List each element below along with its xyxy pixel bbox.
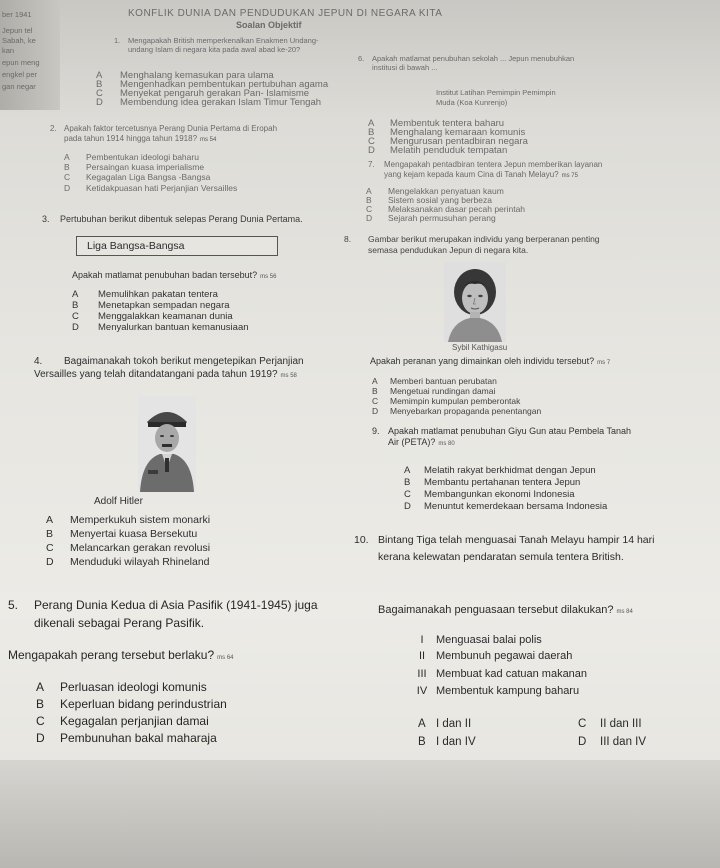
option-b[interactable]: B <box>36 697 45 711</box>
option-text: Mengetuai rundingan damai <box>390 386 496 396</box>
option-text: Sistem sosial yang berbeza <box>388 195 492 205</box>
question-7 <box>368 160 714 181</box>
option-c[interactable]: C <box>372 396 379 406</box>
photo-caption: Adolf Hitler <box>94 496 143 507</box>
option-a[interactable]: A <box>366 186 372 196</box>
option-b[interactable]: B <box>372 386 378 396</box>
option-text: Melatih penduduk tempatan <box>390 145 508 156</box>
question-number: 8. <box>344 234 352 244</box>
question-9 <box>372 426 717 449</box>
option-d[interactable]: D <box>366 213 373 223</box>
question-number: 5. <box>8 598 19 612</box>
question-number: 7. <box>368 160 375 169</box>
option-a[interactable]: A <box>404 465 411 476</box>
statement-1: I Menguasai balai polis <box>420 634 542 646</box>
question-text: Bagaimanakah tokoh berikut mengetepikan Perjanjian <box>64 356 304 367</box>
option-d[interactable]: D <box>36 731 45 745</box>
margin-scrap: kan <box>2 46 15 55</box>
option-text: Menggalakkan keamanan dunia <box>98 311 233 322</box>
option-text: Membantu pertahanan tentera Jepun <box>424 477 581 488</box>
question-number: 2. <box>50 124 57 133</box>
option-a[interactable]: A <box>418 718 426 730</box>
question-text: yang kejam kepada kaum Cina di Tanah Melayu? <box>384 170 559 179</box>
portrait-photo <box>138 396 196 492</box>
option-text: Memimpin kumpulan pemberontak <box>390 396 521 406</box>
question-number: 10. <box>354 534 369 546</box>
option-text: Perluasan ideologi komunis <box>60 680 207 694</box>
question-text: Apakah matlamat penubuhan Giyu Gun atau Pembela Tanah <box>388 426 631 436</box>
option-c[interactable]: C <box>72 311 79 322</box>
option-a[interactable]: A <box>46 514 54 526</box>
question-text: kerana kelewatan pendaratan semula tentera British. <box>378 551 624 564</box>
organisation-name: Liga Bangsa-Bangsa <box>87 240 185 252</box>
question-10 <box>354 534 714 564</box>
question-1 <box>114 36 348 55</box>
option-a[interactable]: A <box>72 289 79 300</box>
page-reference: ms 58 <box>280 372 297 379</box>
option-text: Mengelakkan penyatuan kaum <box>388 186 504 196</box>
option-text: I dan II <box>436 718 472 730</box>
option-b[interactable]: B <box>366 195 372 205</box>
institute-name: Institut Latihan Pemimpin Pemimpin <box>436 88 556 97</box>
option-c[interactable]: C <box>578 718 587 730</box>
option-text: Menyertai kuasa Bersekutu <box>70 528 198 540</box>
option-c[interactable]: C <box>64 172 71 182</box>
option-d[interactable]: D <box>368 145 375 156</box>
option-text: Membangunkan ekonomi Indonesia <box>424 489 575 500</box>
question-text: Versailles yang telah ditandatangani pada tahun 1919? <box>34 368 278 380</box>
option-a[interactable]: A <box>368 118 375 129</box>
page-reference: ms 54 <box>200 137 217 143</box>
option-text: Kegagalan perjanjian damai <box>60 714 209 728</box>
question-text: semasa pendudukan Jepun di negara kita. <box>368 244 529 255</box>
option-text: Menyebarkan propaganda penentangan <box>390 406 542 416</box>
question-5 <box>8 598 368 631</box>
option-d[interactable]: D <box>72 322 79 333</box>
option-text: Menyekat pengaruh gerakan Pan- Islamisme <box>120 88 310 99</box>
question-text: pada tahun 1914 hingga tahun 1918? <box>64 134 198 143</box>
page-reference: ms 84 <box>616 609 633 615</box>
option-b[interactable]: B <box>418 736 426 748</box>
question-text: Pertubuhan berikut dibentuk selepas Perang Dunia Pertama. <box>60 214 303 224</box>
option-b[interactable]: B <box>46 528 54 540</box>
organisation-box <box>76 236 278 256</box>
option-text: Persaingan kuasa imperialisme <box>86 162 205 172</box>
option-a[interactable]: A <box>372 376 378 386</box>
option-text: Mengurusan pentadbiran negara <box>390 136 528 147</box>
option-c[interactable]: C <box>404 489 411 500</box>
question-text: Mengapakah pentadbiran tentera Jepun memberikan layanan <box>384 160 603 169</box>
question-4 <box>34 356 364 381</box>
option-text: Menetapkan sempadan negara <box>98 300 230 311</box>
margin-scrap: Jepun tel <box>2 26 33 35</box>
option-text: II dan III <box>600 718 642 730</box>
option-c[interactable]: C <box>368 136 375 147</box>
option-text: Menghalang kemasukan para ulama <box>120 70 274 81</box>
option-d[interactable]: D <box>578 736 587 748</box>
option-a[interactable]: A <box>36 680 45 694</box>
option-text: Membentuk tentera baharu <box>390 118 505 129</box>
question-text: Apakah faktor tercetusnya Perang Dunia Pertama di Eropah <box>64 124 278 133</box>
margin-scrap: Sabah, ke <box>2 36 36 45</box>
option-b[interactable]: B <box>368 127 375 138</box>
question-text: Perang Dunia Kedua di Asia Pasifik (1941-1945) juga <box>34 598 318 612</box>
option-text: Keperluan bidang perindustrian <box>60 697 227 711</box>
question-text: Bintang Tiga telah menguasai Tanah Melayu hampir 14 hari <box>378 534 655 546</box>
option-a[interactable]: A <box>64 152 70 162</box>
option-text: I dan IV <box>436 736 476 748</box>
option-text: Pembunuhan bakal maharaja <box>60 731 217 745</box>
margin-scrap: gan negar <box>2 82 36 91</box>
question-number: 6. <box>358 54 365 63</box>
margin-scrap: engkel per <box>2 70 38 79</box>
page-header: KONFLIK DUNIA DAN PENDUDUKAN JEPUN DI NEGARA KITA <box>128 8 443 19</box>
option-text: Pembentukan ideologi baharu <box>86 152 199 162</box>
question-text: Apakah matlamat penubuhan sekolah ... Jepun menubuhkan <box>372 54 575 63</box>
question-number: 3. <box>42 214 50 224</box>
question-text: Mengapakah British memperkenalkan Enakmen Undang- <box>128 36 319 45</box>
option-c[interactable]: C <box>36 714 45 728</box>
option-text: Ketidakpuasan hati Perjanjian Versailles <box>86 183 238 193</box>
photo-caption: Sybil Kathigasu <box>452 343 508 352</box>
option-d[interactable]: D <box>64 183 71 193</box>
question-text: Gambar berikut merupakan individu yang berperanan penting <box>368 234 600 244</box>
option-text: Memberi bantuan perubatan <box>390 376 497 386</box>
question-text: Bagaimanakah penguasaan tersebut dilakukan? ms 84 <box>378 604 633 616</box>
option-text: Menuntut kemerdekaan bersama Indonesia <box>424 501 608 512</box>
page-reference: ms 80 <box>438 441 455 448</box>
question-text: institusi di bawah ... <box>372 63 438 73</box>
statement-3: III Membuat kad catuan makanan <box>417 668 588 680</box>
question-2 <box>50 124 364 145</box>
option-text: Menduduki wilayah Rhineland <box>70 556 210 568</box>
option-text: Melatih rakyat berkhidmat dengan Jepun <box>424 465 596 476</box>
section-title: Soalan Objektif <box>236 20 302 30</box>
page-reference: ms 75 <box>561 173 578 179</box>
page-reference: ms 7 <box>597 360 611 366</box>
question-8 <box>344 234 716 255</box>
man-portrait-image <box>138 396 196 492</box>
option-c[interactable]: C <box>96 88 103 99</box>
statement-4: IV Membentuk kampung baharu <box>416 685 580 697</box>
option-d[interactable]: D <box>404 501 411 512</box>
question-text: undang Islam di negara kita pada awal abad ke-20? <box>128 45 301 55</box>
question-text: Apakah peranan yang dimainkan oleh individu tersebut? ms 7 <box>370 356 611 366</box>
option-text: Membendung idea gerakan Islam Timur Tengah <box>120 97 322 108</box>
option-a[interactable]: A <box>96 70 103 81</box>
option-c[interactable]: C <box>366 204 373 214</box>
option-b[interactable]: B <box>404 477 411 488</box>
margin-scrap: epun meng <box>2 58 40 67</box>
question-number: 4. <box>34 356 43 367</box>
option-text: Sejarah permusuhan perang <box>388 213 496 223</box>
question-text: Mengapakah perang tersebut berlaku? ms 64 <box>8 648 234 662</box>
question-text: dikenali sebagai Perang Pasifik. <box>34 616 205 630</box>
option-d[interactable]: D <box>46 556 54 568</box>
option-text: Melancarkan gerakan revolusi <box>70 542 211 554</box>
question-number: 9. <box>372 426 380 436</box>
question-3 <box>42 214 303 225</box>
question-6 <box>358 54 702 73</box>
question-text: Air (PETA)? <box>388 437 436 448</box>
option-c[interactable]: C <box>46 542 54 554</box>
option-b[interactable]: B <box>64 162 70 172</box>
option-d[interactable]: D <box>96 97 103 108</box>
option-text: Melaksanakan dasar pecah perintah <box>388 204 526 214</box>
option-text: Menghalang kemaraan komunis <box>390 127 526 138</box>
option-text: Memperkukuh sistem monarki <box>70 514 211 526</box>
page-bottom-margin <box>0 760 720 868</box>
portrait-photo <box>444 262 506 342</box>
page-reference: ms 56 <box>260 274 277 280</box>
option-text: III dan IV <box>600 736 647 748</box>
statement-2: II Membunuh pegawai daerah <box>418 650 573 662</box>
option-text: Kegagalan Liga Bangsa -Bangsa <box>86 172 211 182</box>
question-text: Apakah matlamat penubuhan badan tersebut? ms 56 <box>72 270 277 280</box>
page-reference: ms 64 <box>217 655 234 661</box>
question-number: 1. <box>114 36 121 45</box>
option-text: Memulihkan pakatan tentera <box>98 289 218 300</box>
margin-scrap: ber 1941 <box>2 10 32 19</box>
institute-name: Muda (Koa Kunrenjo) <box>436 98 508 107</box>
woman-portrait-image <box>444 262 506 342</box>
option-text: Menyalurkan bantuan kemanusiaan <box>98 322 249 333</box>
option-text: Mengenhadkan pembentukan pertubuhan agama <box>120 79 329 90</box>
option-d[interactable]: D <box>372 406 379 416</box>
option-b[interactable]: B <box>72 300 79 311</box>
option-b[interactable]: B <box>96 79 103 90</box>
